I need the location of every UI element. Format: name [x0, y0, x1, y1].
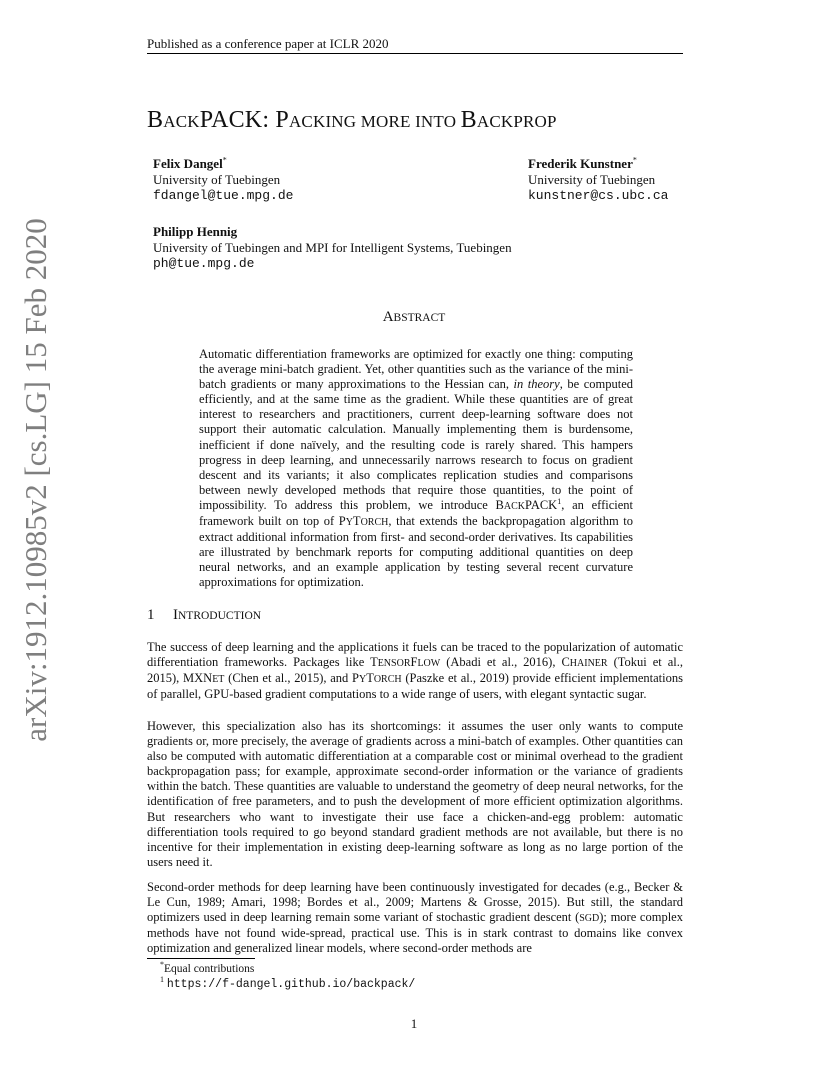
- paper-title: [147, 107, 557, 134]
- title-part: B: [460, 107, 477, 133]
- title-part: B: [147, 107, 164, 133]
- author-affiliation: University of Tuebingen: [528, 172, 656, 187]
- equal-contribution-mark: *: [222, 155, 227, 165]
- title-part: ACK: [163, 112, 200, 131]
- header-rule: [147, 53, 683, 54]
- abstract-heading: ABSTRACT: [382, 309, 446, 325]
- footnote-link[interactable]: https://f-dangel.github.io/backpack/: [166, 978, 416, 991]
- page-number: 1: [410, 1016, 418, 1031]
- title-part: PACK: P: [199, 107, 289, 133]
- title-part: ACKING MORE INTO: [288, 112, 461, 131]
- footnote-equal-contributions: *Equal contributions: [160, 960, 255, 975]
- body-paragraph: The success of deep learning and the applications it fuels can be traced to the popularization of automatic differentiation frameworks. Packages like TENSORFLOW (Abadi et al., 2016), CHAINER (Tokui et al., 2015), MXNET (Chen et al., 2015), and PYTORCH (Paszke et al., 2019) provide efficient implementations of parallel, GPU-based gradient computations to a wide range of users, with elegant syntactic sugar.: [147, 640, 683, 702]
- body-paragraph: Second-order methods for deep learning have been continuously investigated for decades (e.g., Becker & Le Cun, 1989; Amari, 1998; Bordes et al., 2009; Martens & Grosse, 2015). But still, the standard optimizers used in deep learning remain some variant of stochastic gradient descent (SGD); more complex methods have not found wide-spread, practical use. This is in stark contrast to domains like convex optimization and generalized linear models, where second-order methods are: [147, 880, 683, 956]
- author-block-dangel: [153, 156, 293, 204]
- author-affiliation: University of Tuebingen and MPI for Intelligent Systems, Tuebingen: [153, 240, 512, 255]
- author-email[interactable]: fdangel@tue.mpg.de: [153, 188, 294, 203]
- section-number: 1: [147, 607, 155, 623]
- equal-contribution-mark: *: [632, 155, 637, 165]
- title-part: ACKPROP: [476, 112, 557, 131]
- author-email[interactable]: ph@tue.mpg.de: [153, 256, 255, 271]
- arxiv-stamp: arXiv:1912.10985v2 [cs.LG] 15 Feb 2020: [18, 218, 53, 742]
- body-paragraph: However, this specialization also has its shortcomings: it assumes the user only wants to compute gradients or, more precisely, the average of gradients across a mini-batch of examples. Other quantities can also be computed with automatic differentiation at a comparable cost or minimal overhead to the gradient backpropagation pass; for example, approximate second-order information or the variance of gradients within the batch. These quantities are valuable to understand the geometry of deep neural networks, for the identification of free parameters, and to push the development of more efficient optimization algorithms. But researchers who want to investigate their use face a chicken-and-egg problem: automatic differentiation tools required to go beyond standard gradient methods are not available, but there is no incentive for their implementation in existing deep-learning software as long as no large portion of the users need it.: [147, 719, 683, 869]
- section-heading-introduction: 1 INTRODUCTION: [147, 607, 262, 623]
- author-affiliation: University of Tuebingen: [153, 172, 281, 187]
- author-block-kunstner: [528, 156, 668, 204]
- author-name: Frederik Kunstner: [528, 156, 633, 171]
- footnote-ref[interactable]: 1: [557, 496, 562, 506]
- author-email[interactable]: kunstner@cs.ubc.ca: [528, 188, 669, 203]
- footnote-rule: [147, 958, 255, 959]
- abstract-text: Automatic differentiation frameworks are optimized for exactly one thing: computing the average mini-batch gradient. Yet, other quantities such as the variance of the mini-batch gradients or many approximations to the Hessian can, in theory, be computed efficiently, and at the same time as the gradient. While these quantities are of great interest to researchers and practitioners, current deep-learning software does not support their automatic calculation. Manually implementing them is burdensome, inefficient if done naïvely, and the resulting code is rarely shared. This hampers progress in deep learning, and unnecessarily narrows research to focus on gradient descent and its variants; it also complicates replication studies and comparisons between newly developed methods that require those quantities, to the point of impossibility. To address this problem, we introduce BACKPACK$^1$, an efficient framework built on top of PYTORCH, that extends the backpropagation algorithm to extract additional information from first- and second-order derivatives. Its capabilities are illustrated by benchmark reports for computing additional quantities on deep neural networks, and an example application by testing several recent curvature approximations for optimization.: [199, 347, 634, 590]
- author-name: Philipp Hennig: [153, 224, 238, 239]
- author-name: Felix Dangel: [153, 156, 223, 171]
- footnote-url: $^1$ https://f-dangel.github.io/backpack/: [160, 975, 416, 991]
- running-header: Published as a conference paper at ICLR 2020: [147, 36, 389, 51]
- author-block-hennig: [153, 224, 512, 272]
